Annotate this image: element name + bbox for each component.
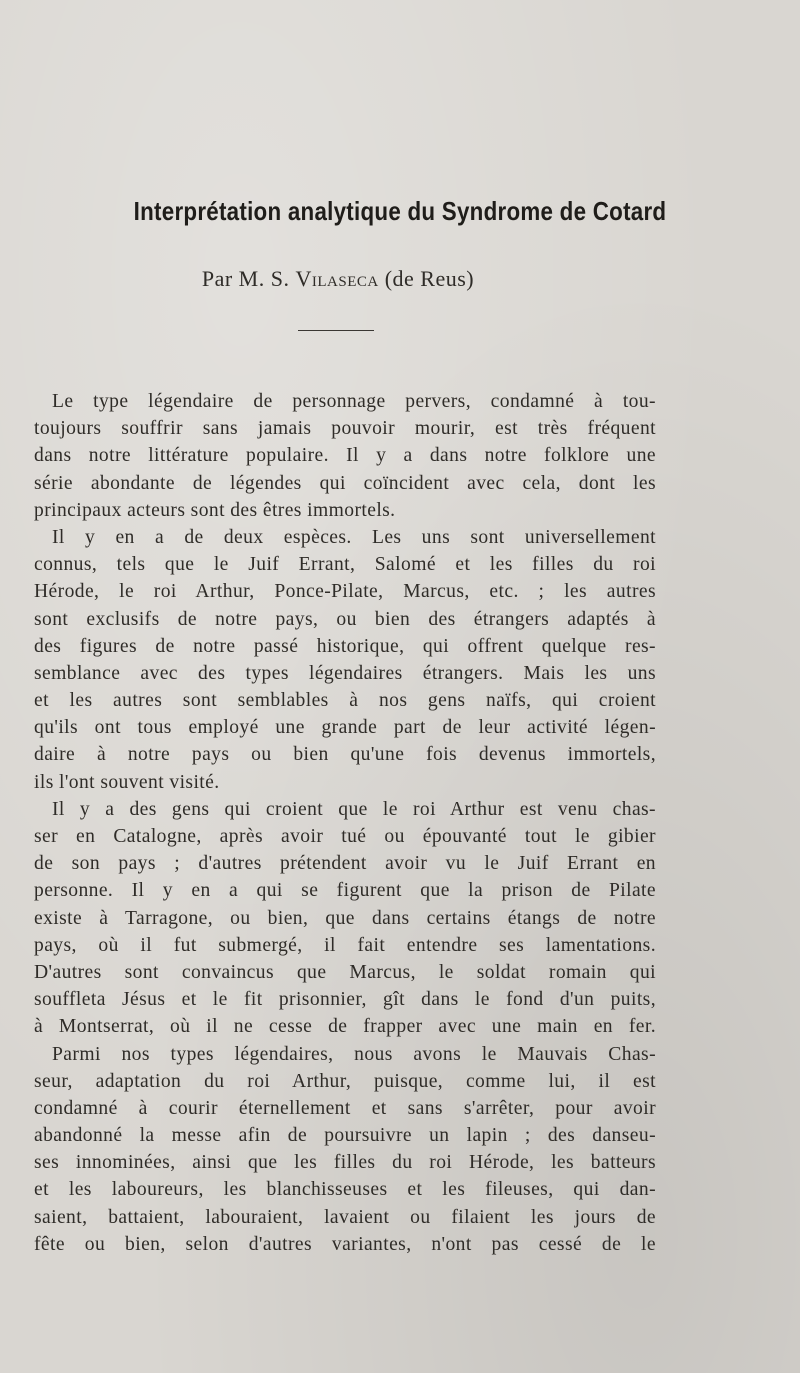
text-line: Parmi nos types légendaires, nous avons le Mauvais Chas- xyxy=(52,1043,656,1065)
byline-suffix: (de Reus) xyxy=(378,266,475,291)
text-line: semblance avec des types légendaires étrangers. Mais les uns xyxy=(34,662,656,684)
text-line: et les autres sont semblables à nos gens naïfs, qui croient xyxy=(34,690,656,712)
text-line: daire à notre pays ou bien qu'une fois devenus immortels, xyxy=(34,744,656,766)
byline xyxy=(0,266,676,292)
text-line: série abondante de légendes qui coïncident avec cela, dont les xyxy=(34,472,656,494)
text-line: Le type légendaire de personnage pervers, condamné à tou- xyxy=(52,391,656,412)
text-line: des figures de notre passé historique, qui offrent quelque res- xyxy=(34,635,656,657)
article-title: Interprétation analytique du Syndrome de Cotard xyxy=(133,196,667,226)
text-line: saient, battaient, labouraient, lavaient ou filaient les jours de xyxy=(34,1206,656,1228)
text-line: condamné à courir éternellement et sans s'arrêter, pour avoir xyxy=(34,1097,656,1119)
article-body xyxy=(34,388,656,1258)
title-divider xyxy=(298,330,374,331)
text-line: D'autres sont convaincus que Marcus, le soldat romain qui xyxy=(34,961,656,983)
text-line: souffleta Jésus et le fit prisonnier, gît dans le fond d'un puits, xyxy=(34,989,656,1011)
text-line: qu'ils ont tous employé une grande part de leur activité légen- xyxy=(34,717,656,739)
byline-prefix: Par M. S. xyxy=(201,266,296,291)
text-line: dans notre littérature populaire. Il y a dans notre folklore une xyxy=(34,445,656,467)
text-line: seur, adaptation du roi Arthur, puisque, comme lui, il est xyxy=(34,1070,656,1092)
text-line: sont exclusifs de notre pays, ou bien des étrangers adaptés à xyxy=(34,608,656,630)
text-line: de son pays ; d'autres prétendent avoir vu le Juif Errant en xyxy=(34,853,656,875)
text-line: existe à Tarragone, ou bien, que dans certains étangs de notre xyxy=(34,907,656,929)
author-name: Vilaseca xyxy=(295,266,379,291)
text-line: abandonné la messe afin de poursuivre un lapin ; des danseu- xyxy=(34,1125,656,1147)
text-line: à Montserrat, où il ne cesse de frapper avec une main en fer. xyxy=(34,1016,656,1038)
text-line: toujours souffrir sans jamais pouvoir mourir, est très fréquent xyxy=(34,418,656,440)
text-line: personne. Il y en a qui se figurent que la prison de Pilate xyxy=(34,880,656,902)
text-line: Il y en a de deux espèces. Les uns sont universellement xyxy=(52,526,656,548)
text-line: fête ou bien, selon d'autres variantes, n'ont pas cessé de le xyxy=(34,1233,656,1255)
text-line: Hérode, le roi Arthur, Ponce-Pilate, Marcus, etc. ; les autres xyxy=(34,581,656,603)
text-line: connus, tels que le Juif Errant, Salomé et les filles du roi xyxy=(34,554,656,576)
text-line: ser en Catalogne, après avoir tué ou épouvanté tout le gibier xyxy=(34,826,656,847)
text-line: principaux acteurs sont des êtres immortels. xyxy=(34,499,396,521)
text-line: pays, où il fut submergé, il fait entendre ses lamentations. xyxy=(34,934,656,956)
text-line: Il y a des gens qui croient que le roi Arthur est venu chas- xyxy=(52,798,656,820)
text-line: ses innominées, ainsi que les filles du roi Hérode, les batteurs xyxy=(34,1152,656,1174)
text-line: ils l'ont souvent visité. xyxy=(34,771,220,793)
text-line: et les laboureurs, les blanchisseuses et les fileuses, qui dan- xyxy=(34,1179,656,1201)
